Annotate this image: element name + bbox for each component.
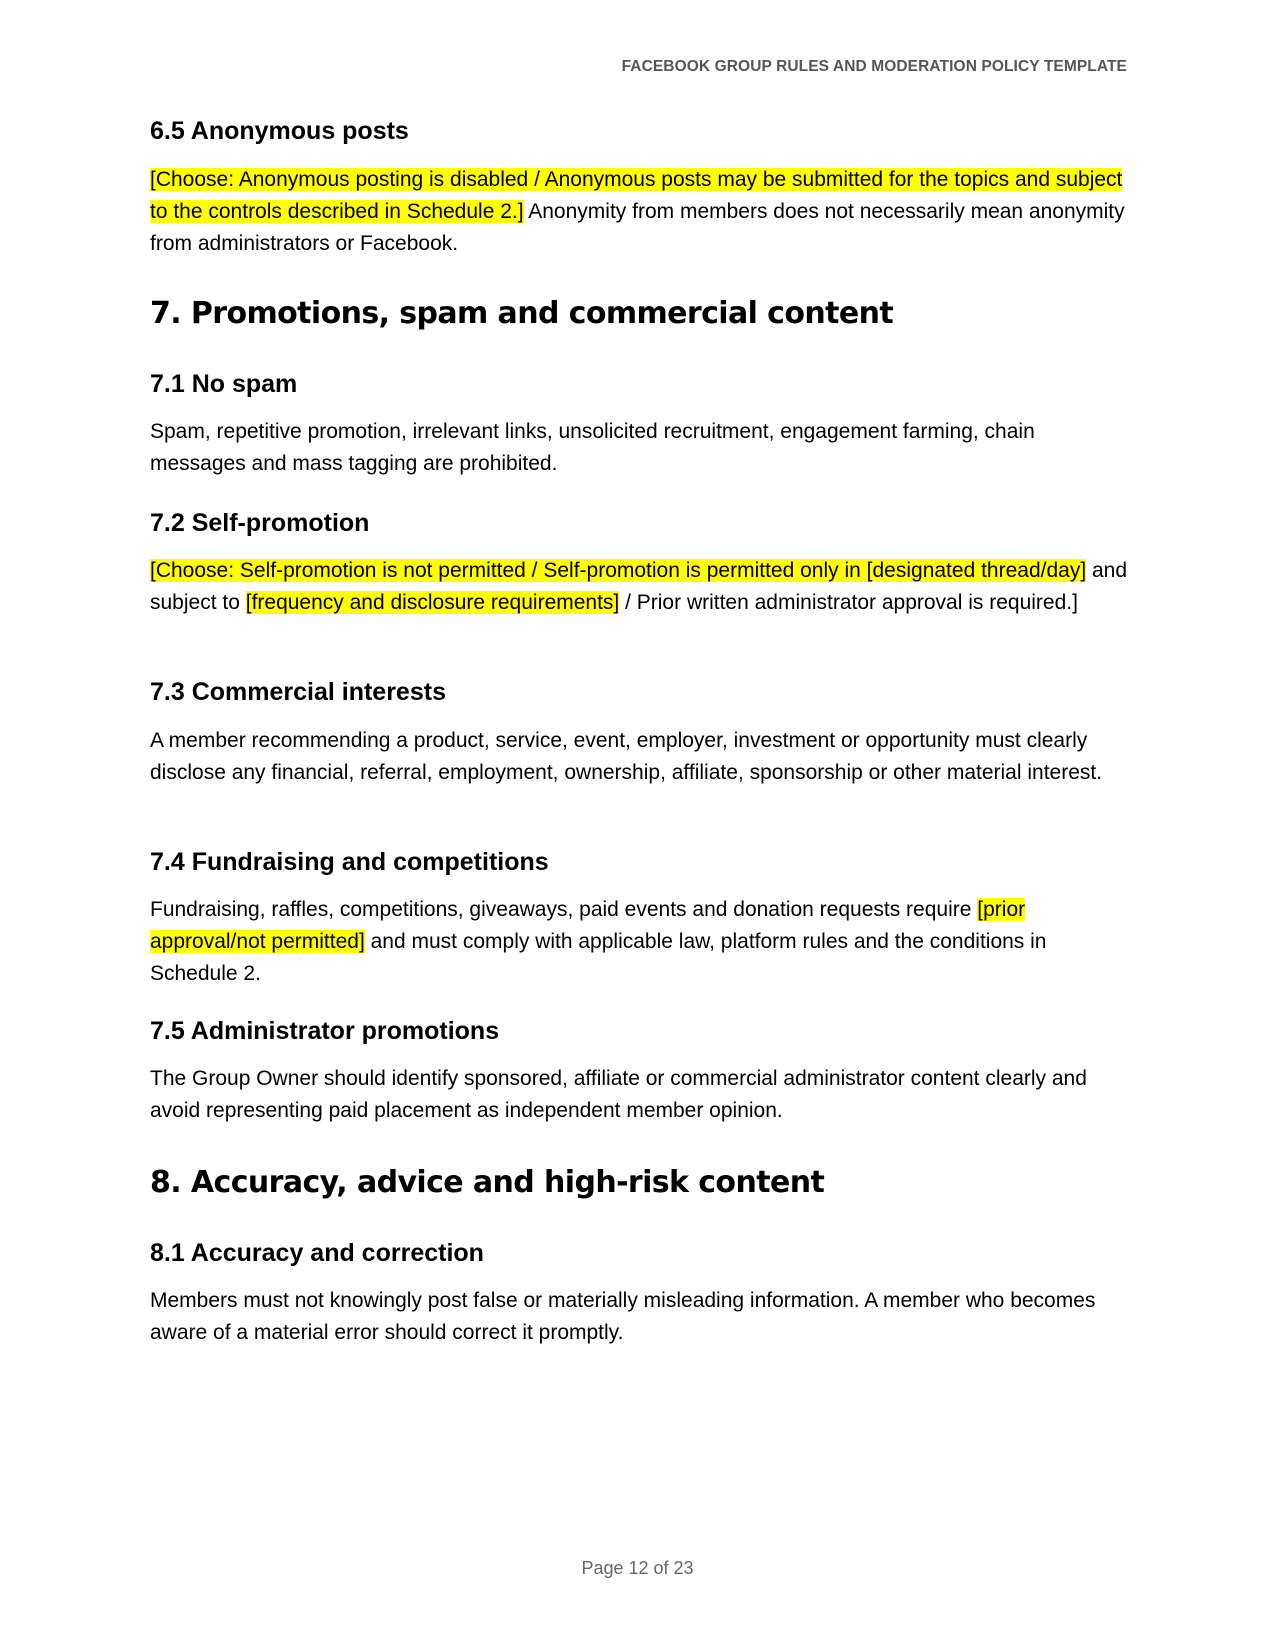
section-heading: 7.5 Administrator promotions bbox=[150, 1017, 500, 1045]
section-7-5 bbox=[150, 1016, 1130, 1046]
highlighted-placeholder: [frequency and disclosure requirements] bbox=[245, 591, 620, 614]
running-header: FACEBOOK GROUP RULES AND MODERATION POLICY TEMPLATE bbox=[621, 58, 1127, 75]
section-7-2 bbox=[150, 508, 1130, 538]
body-text: Fundraising, raffles, competitions, giveaways, paid events and donation requests require bbox=[150, 898, 978, 921]
body-text: and subject to bbox=[150, 559, 1128, 614]
section-8 bbox=[150, 1165, 1130, 1201]
highlighted-placeholder: [Choose: Anonymous posting is disabled / Anonymous posts may be submitted for the topics and subject to the controls described in Schedule 2.] bbox=[150, 168, 1123, 223]
section-6-5-body bbox=[150, 164, 1130, 260]
chapter-heading: 7. Promotions, spam and commercial content bbox=[150, 296, 894, 331]
section-7-4 bbox=[150, 847, 1130, 877]
section-heading: 7.3 Commercial interests bbox=[150, 678, 446, 706]
section-7-2-body bbox=[150, 555, 1130, 619]
section-7-1 bbox=[150, 369, 1130, 399]
section-heading: 7.4 Fundraising and competitions bbox=[150, 848, 549, 876]
body-text: and must comply with applicable law, platform rules and the conditions in Schedule 2. bbox=[150, 930, 1047, 985]
section-8-1-body bbox=[150, 1285, 1130, 1349]
paragraph: A member recommending a product, service, event, employer, investment or opportunity must clearly disclose any financial, referral, employment, ownership, affiliate, sponsorship or other material interest. bbox=[150, 729, 1103, 784]
section-heading: 7.2 Self-promotion bbox=[150, 509, 370, 537]
section-heading: 7.1 No spam bbox=[150, 370, 298, 398]
body-text: / Prior written administrator approval is required.] bbox=[619, 591, 1078, 614]
section-7-3-body bbox=[150, 725, 1130, 789]
section-8-1 bbox=[150, 1238, 1130, 1268]
section-heading: 8.1 Accuracy and correction bbox=[150, 1239, 484, 1267]
section-7-3 bbox=[150, 677, 1130, 707]
paragraph bbox=[150, 894, 1130, 990]
section-7-1-body bbox=[150, 416, 1130, 480]
paragraph bbox=[150, 164, 1130, 260]
paragraph: Members must not knowingly post false or materially misleading information. A member who becomes aware of a material error should correct it promptly. bbox=[150, 1289, 1096, 1344]
paragraph: Spam, repetitive promotion, irrelevant links, unsolicited recruitment, engagement farming, chain messages and mass tagging are prohibited. bbox=[150, 420, 1035, 475]
highlighted-placeholder: [Choose: Self-promotion is not permitted / Self-promotion is permitted only in [designated thread/day] bbox=[150, 559, 1087, 582]
highlighted-placeholder: [prior approval/not permitted] bbox=[150, 898, 1026, 953]
paragraph: The Group Owner should identify sponsored, affiliate or commercial administrator content clearly and avoid representing paid placement as independent member opinion. bbox=[150, 1067, 1087, 1122]
body-text: Anonymity from members does not necessarily mean anonymity from administrators or Facebook. bbox=[150, 200, 1125, 255]
chapter-heading: 8. Accuracy, advice and high-risk content bbox=[150, 1165, 825, 1200]
page-number: Page 12 of 23 bbox=[581, 1558, 694, 1578]
section-7-4-body bbox=[150, 894, 1130, 990]
section-6-5 bbox=[150, 116, 1130, 146]
section-heading: 6.5 Anonymous posts bbox=[150, 117, 409, 145]
section-7 bbox=[150, 296, 1130, 332]
section-7-5-body bbox=[150, 1063, 1130, 1127]
paragraph bbox=[150, 555, 1130, 619]
